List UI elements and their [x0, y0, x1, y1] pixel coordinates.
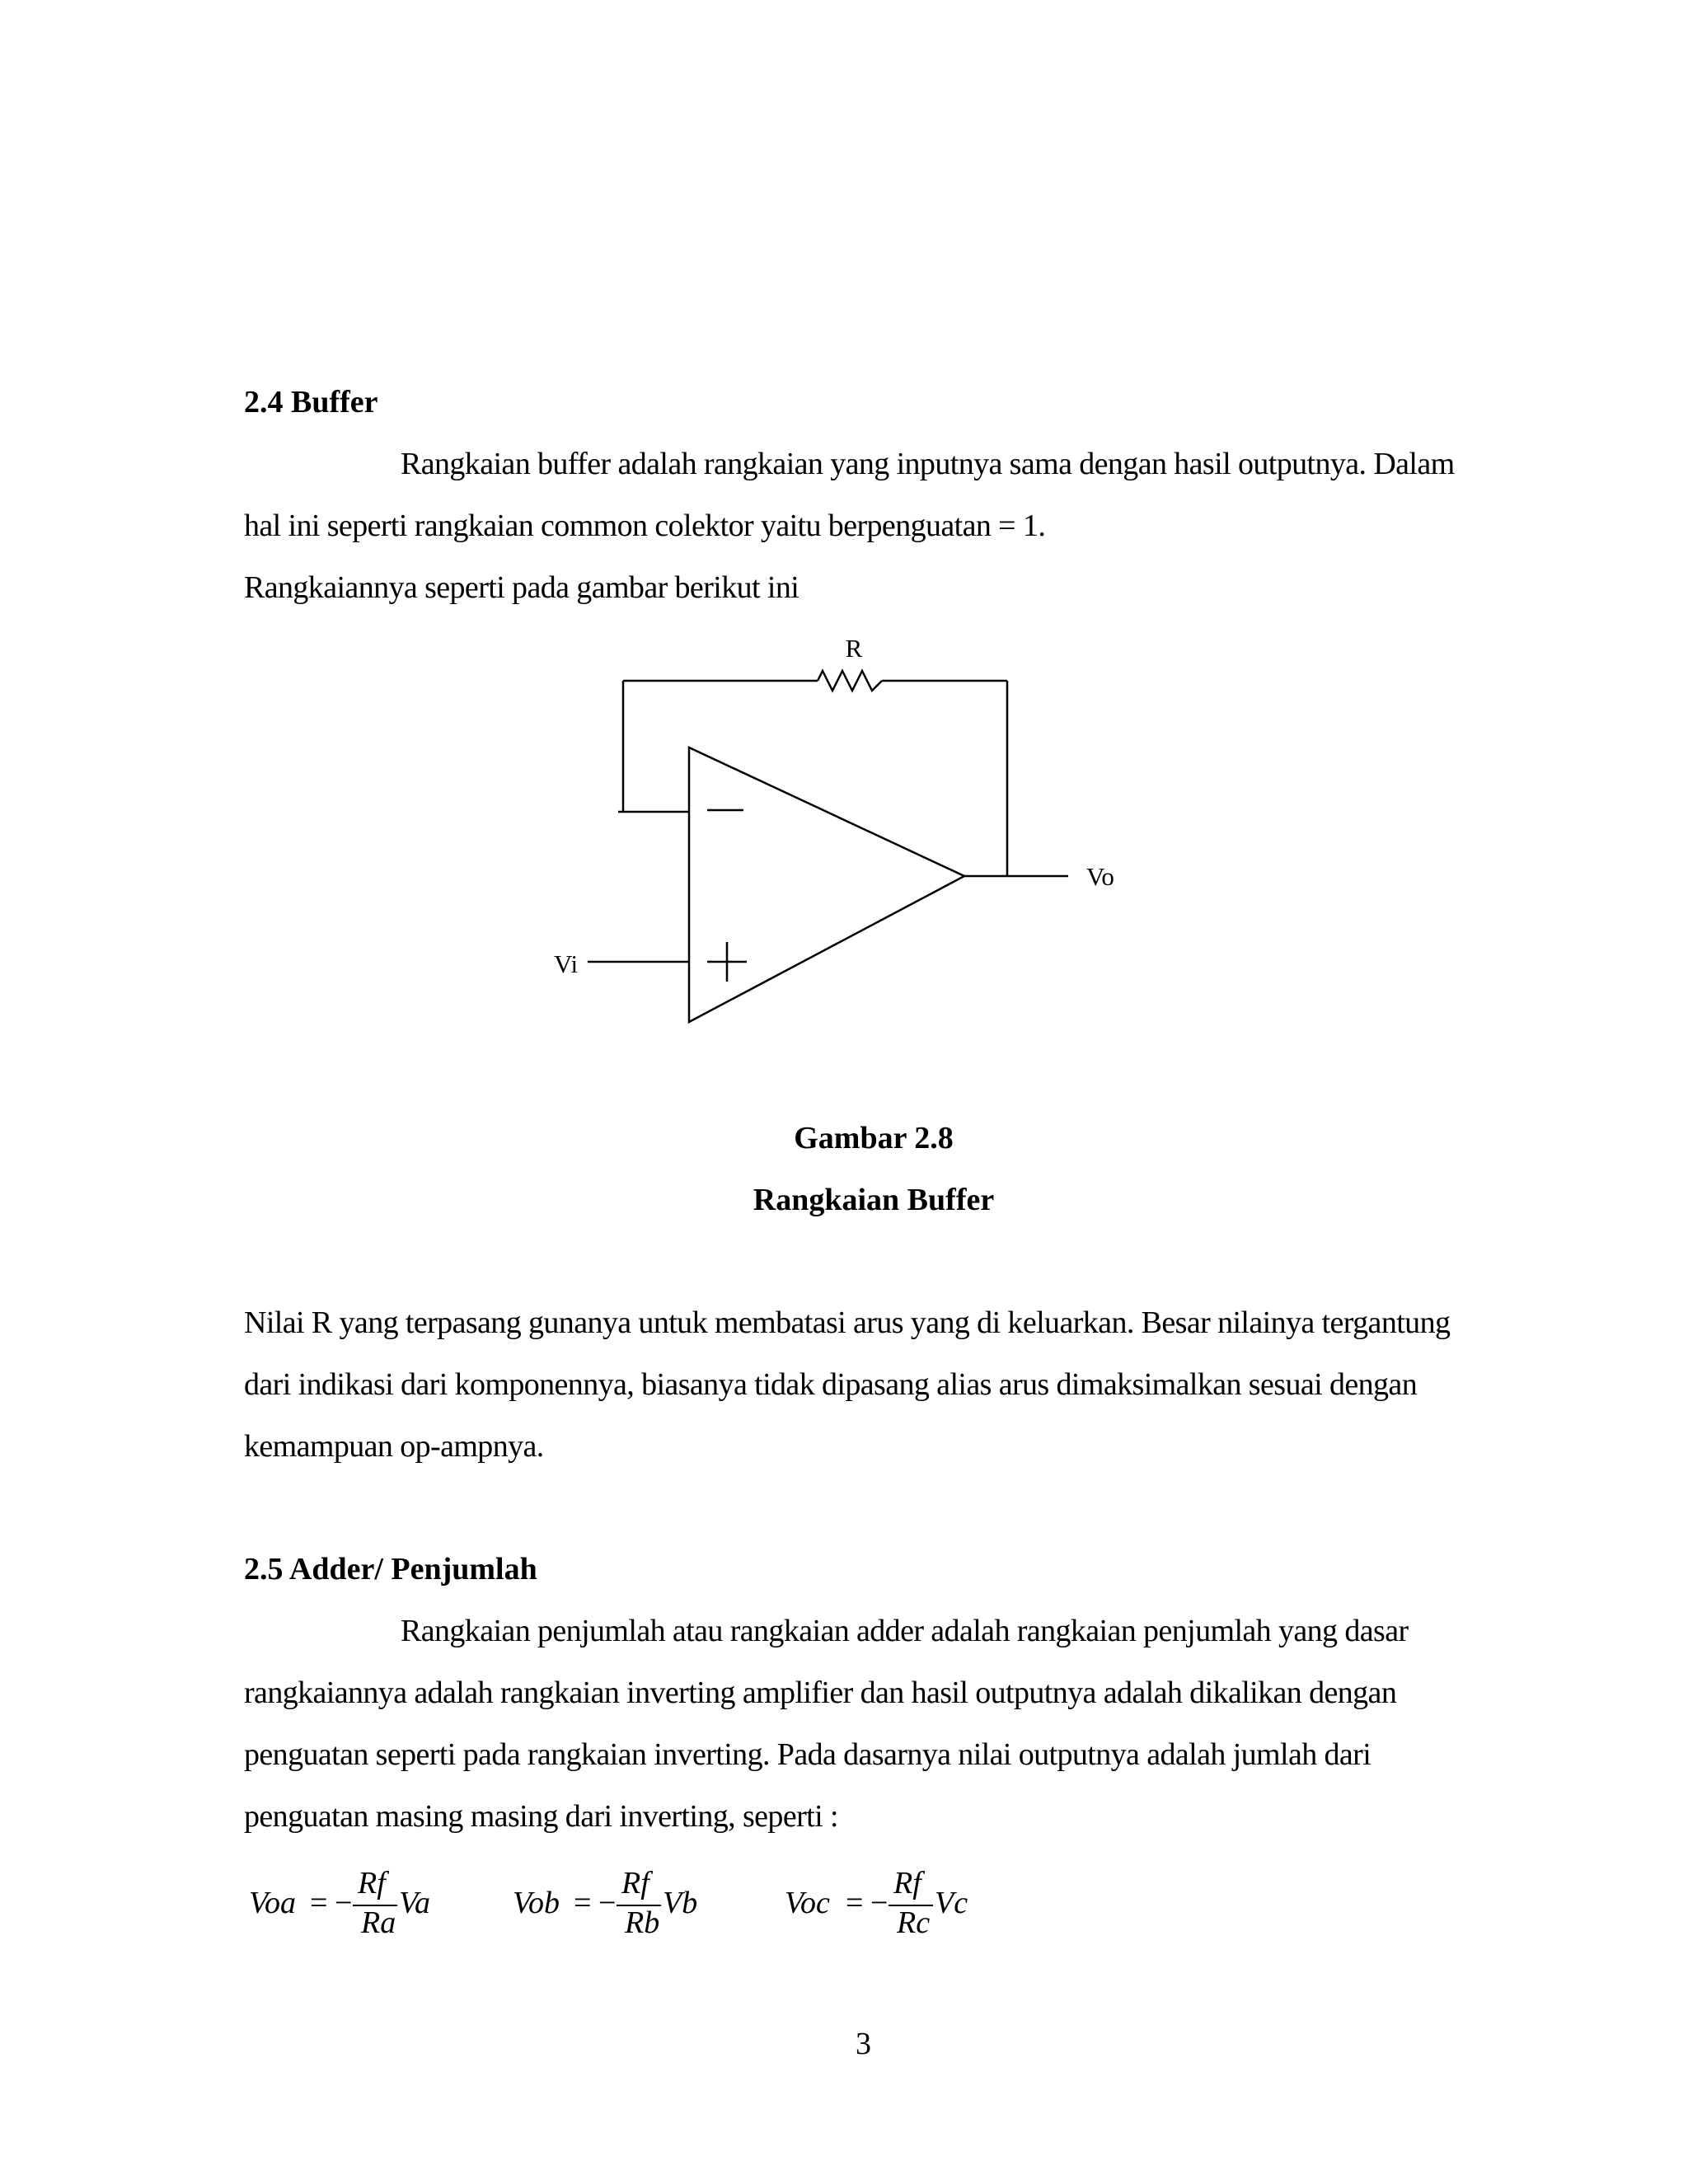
paragraph-line: hal ini seperti rangkaian common colektor yaitu berpenguatan = 1. — [244, 509, 1046, 543]
output-label: Vo — [1086, 862, 1114, 891]
paragraph-line: kemampuan op-ampnya. — [244, 1429, 544, 1464]
paragraph-line: rangkaiannya adalah rangkaian inverting amplifier dan hasil outputnya adalah dikalikan dengan — [244, 1675, 1397, 1710]
section-heading-adder: 2.5 Adder/ Penjumlah — [244, 1552, 537, 1586]
paragraph-line: Rangkaian penjumlah atau rangkaian adder adalah rangkaian penjumlah yang dasar — [401, 1614, 1409, 1648]
paragraph-line: Rangkaiannya seperti pada gambar berikut ini — [244, 570, 799, 605]
resistor-symbol — [818, 671, 882, 691]
figure-caption-title: Rangkaian Buffer — [753, 1183, 995, 1217]
section-heading-buffer: 2.4 Buffer — [244, 385, 378, 419]
paragraph-line: penguatan masing masing dari inverting, seperti : — [244, 1799, 838, 1834]
paragraph-line: penguatan seperti pada rangkaian inverting. Pada dasarnya nilai outputnya adalah jumlah dari — [244, 1737, 1372, 1772]
input-label: Vi — [554, 949, 579, 978]
page-number: 3 — [856, 2027, 871, 2061]
paragraph-line: dari indikasi dari komponennya, biasanya tidak dipasang alias arus dimaksimalkan sesuai dengan — [244, 1367, 1418, 1402]
figure-caption-number: Gambar 2.8 — [794, 1121, 954, 1155]
op-amp-triangle — [689, 748, 964, 1022]
resistor-label: R — [845, 634, 863, 663]
paragraph-line: Rangkaian buffer adalah rangkaian yang inputnya sama dengan hasil outputnya. Dalam — [401, 447, 1455, 481]
paragraph-line: Nilai R yang terpasang gunanya untuk membatasi arus yang di keluarkan. Besar nilainya tergantung — [244, 1305, 1451, 1340]
